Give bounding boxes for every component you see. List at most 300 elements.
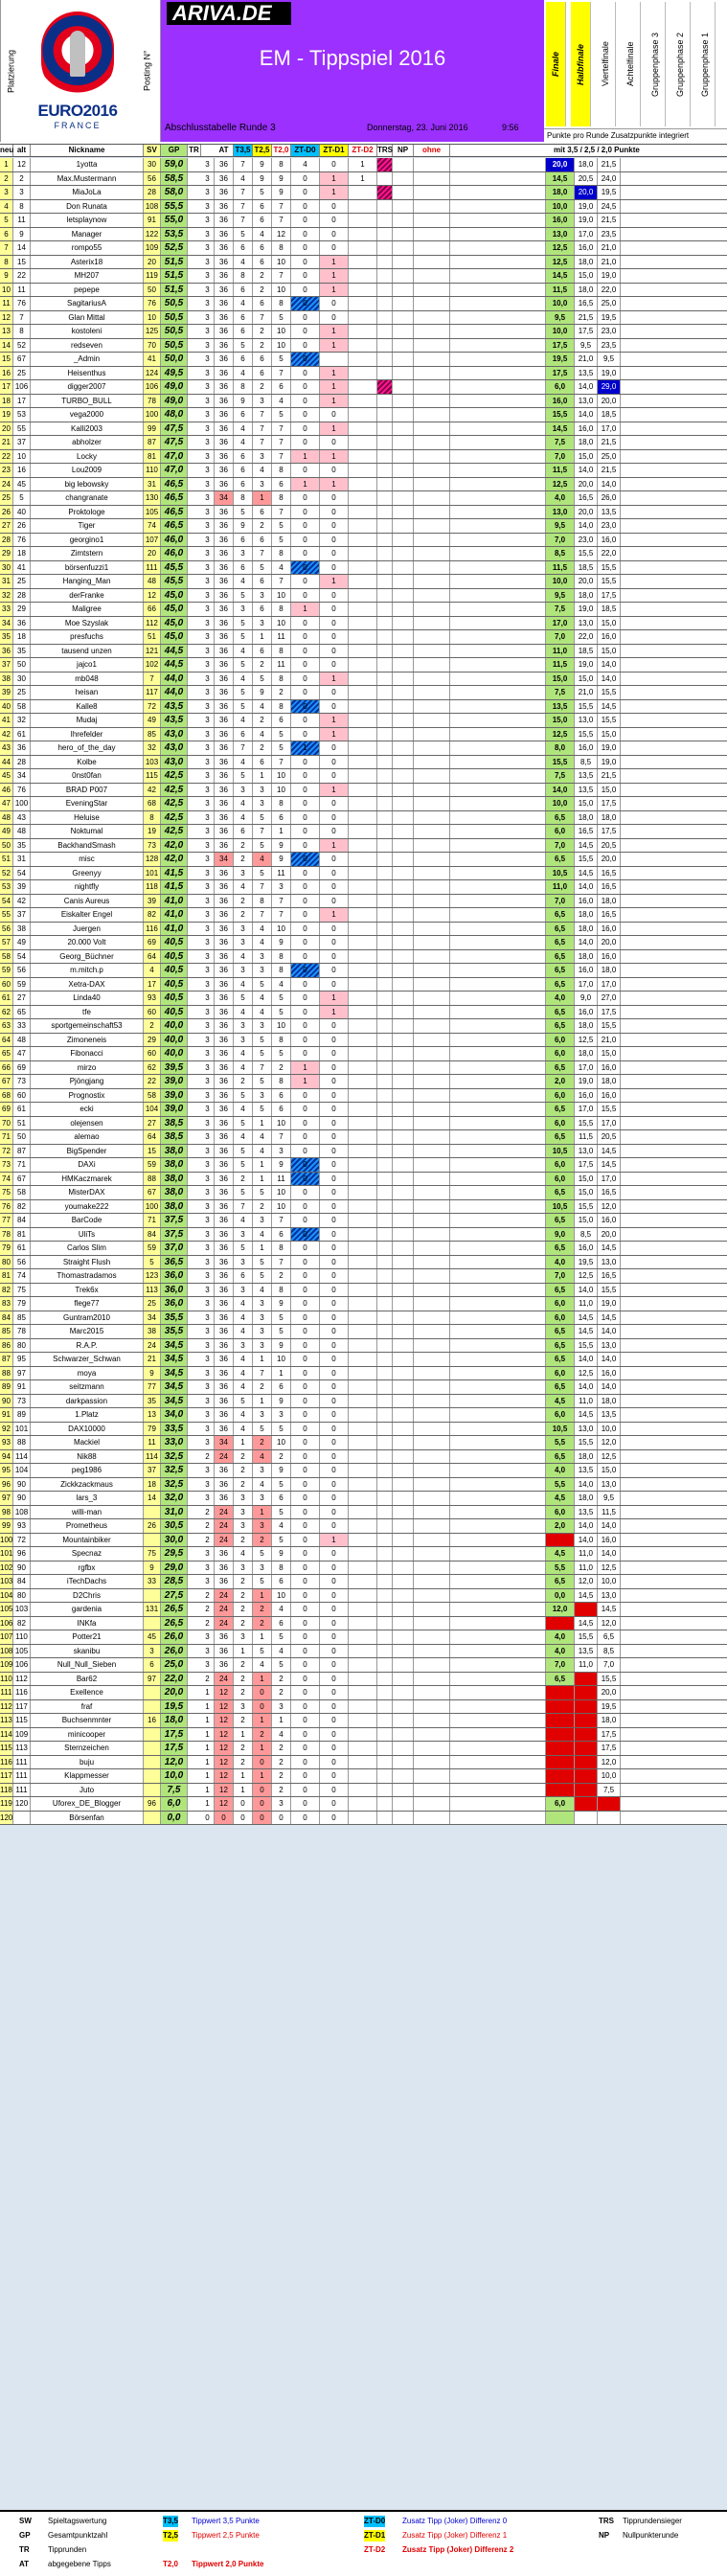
table-row bbox=[0, 756, 727, 770]
at-value: 36 bbox=[215, 589, 234, 603]
ohne-value bbox=[414, 575, 450, 588]
trs-marker bbox=[377, 200, 393, 214]
tr-value: 3 bbox=[201, 200, 215, 214]
rank-new: 100 bbox=[0, 1534, 13, 1547]
phase-points: 14,0 bbox=[598, 658, 621, 672]
rank-old: 111 bbox=[13, 1784, 31, 1797]
t25-value: 5 bbox=[253, 1103, 272, 1116]
t25-value: 3 bbox=[253, 617, 272, 630]
ztd2-value bbox=[349, 506, 377, 519]
nickname: mirzo bbox=[31, 1061, 144, 1075]
tr-value: 3 bbox=[201, 1269, 215, 1283]
gp-value: 40,5 bbox=[161, 1006, 188, 1019]
ztd1-value: 0 bbox=[320, 617, 349, 630]
rank-new: 9 bbox=[0, 269, 13, 283]
at-value: 36 bbox=[215, 380, 234, 394]
rank-new: 36 bbox=[0, 645, 13, 658]
t35-value: 4 bbox=[234, 1214, 253, 1227]
ztd1-value: 0 bbox=[320, 895, 349, 908]
phase-points: 6,5 bbox=[546, 1006, 575, 1019]
t20-value: 5 bbox=[272, 311, 291, 325]
t25-value: 1 bbox=[253, 1589, 272, 1603]
phase-points: 13,5 bbox=[546, 700, 575, 714]
at-value: 36 bbox=[215, 769, 234, 783]
phase-points: 17,5 bbox=[598, 825, 621, 838]
t25-value: 7 bbox=[253, 436, 272, 449]
np-marker bbox=[393, 741, 414, 755]
ztd1-value: 0 bbox=[320, 741, 349, 755]
gap bbox=[450, 1075, 546, 1088]
rank-new: 83 bbox=[0, 1297, 13, 1311]
ohne-value bbox=[414, 1284, 450, 1297]
phase-points: 12,0 bbox=[598, 1200, 621, 1214]
tr-value: 3 bbox=[201, 603, 215, 616]
rank-old: 30 bbox=[13, 672, 31, 686]
ztd2-value bbox=[349, 756, 377, 769]
ztd0-value: 0 bbox=[291, 1645, 320, 1658]
sv-value: 5 bbox=[144, 1256, 161, 1269]
sv-value: 62 bbox=[144, 1061, 161, 1075]
t25-value: 1 bbox=[253, 1158, 272, 1172]
t35-value: 2 bbox=[234, 1756, 253, 1769]
row-filler bbox=[644, 228, 727, 241]
np-marker bbox=[393, 1423, 414, 1436]
ztd0-value: 0 bbox=[291, 950, 320, 964]
ztd1-value: 0 bbox=[320, 630, 349, 644]
trs-marker bbox=[377, 950, 393, 964]
ztd1-value: 0 bbox=[320, 1603, 349, 1616]
phase-points: 20,5 bbox=[598, 839, 621, 853]
t20-value: 7 bbox=[272, 895, 291, 908]
trs-marker bbox=[377, 1492, 393, 1505]
t25-value: 4 bbox=[253, 992, 272, 1005]
ztd1-value: 0 bbox=[320, 506, 349, 519]
row-filler bbox=[644, 353, 727, 366]
phase-points: 14,5 bbox=[546, 269, 575, 283]
table-row bbox=[0, 1117, 727, 1131]
nickname: R.A.P. bbox=[31, 1339, 144, 1353]
tr-value: 3 bbox=[201, 978, 215, 992]
rank-new: 119 bbox=[0, 1797, 13, 1811]
ohne-value bbox=[414, 589, 450, 603]
t20-value: 5 bbox=[272, 1630, 291, 1644]
nickname: tfe bbox=[31, 1006, 144, 1019]
at-value: 36 bbox=[215, 992, 234, 1005]
gap bbox=[450, 1769, 546, 1783]
at-value: 36 bbox=[215, 1645, 234, 1658]
ztd2-value bbox=[349, 1089, 377, 1103]
ztd2-value bbox=[349, 1784, 377, 1797]
phase-points: 11,0 bbox=[575, 1658, 598, 1672]
row-filler bbox=[644, 784, 727, 797]
t20-value: 12 bbox=[272, 228, 291, 241]
legend-footer bbox=[0, 2510, 727, 2576]
trs-marker bbox=[377, 1686, 393, 1699]
phase-points: 14,5 bbox=[598, 1603, 621, 1616]
ztd0-value: 0 bbox=[291, 325, 320, 338]
phase-points: 11,0 bbox=[575, 1395, 598, 1408]
rank-old: 106 bbox=[13, 1658, 31, 1672]
tr-value: 3 bbox=[201, 811, 215, 825]
np-marker bbox=[393, 547, 414, 560]
row-filler bbox=[644, 547, 727, 560]
np-marker bbox=[393, 867, 414, 880]
ohne-value bbox=[414, 422, 450, 436]
t35-value: 3 bbox=[234, 1519, 253, 1533]
rank-old: 76 bbox=[13, 297, 31, 310]
ztd1-value bbox=[320, 353, 349, 366]
trs-marker bbox=[377, 992, 393, 1005]
phase-points: 16,0 bbox=[575, 964, 598, 977]
rank-old: 69 bbox=[13, 1061, 31, 1075]
nickname: jajco1 bbox=[31, 658, 144, 672]
t35-value: 4 bbox=[234, 1311, 253, 1325]
phase-points: 4,5 bbox=[546, 1547, 575, 1561]
row-filler bbox=[644, 172, 727, 186]
ztd0-value: 0 bbox=[291, 575, 320, 588]
row-filler bbox=[644, 408, 727, 422]
t35-value: 2 bbox=[234, 908, 253, 922]
phase-points: 15,5 bbox=[598, 575, 621, 588]
ztd2-value bbox=[349, 1562, 377, 1575]
phase-points bbox=[575, 1769, 598, 1783]
nickname: Buchsenmnter bbox=[31, 1714, 144, 1727]
gp-value: 52,5 bbox=[161, 241, 188, 255]
gp-value: 46,5 bbox=[161, 478, 188, 491]
ztd1-value: 0 bbox=[320, 1284, 349, 1297]
t35-value: 3 bbox=[234, 1506, 253, 1519]
ztd0-value: 0 bbox=[291, 1784, 320, 1797]
nickname: Zickkzackmaus bbox=[31, 1478, 144, 1492]
rank-old: 7 bbox=[13, 311, 31, 325]
phase-points: 22,0 bbox=[598, 547, 621, 560]
nickname: pepepe bbox=[31, 284, 144, 297]
t35-value: 7 bbox=[234, 1200, 253, 1214]
phase-points: 17,0 bbox=[546, 617, 575, 630]
sv-value: 96 bbox=[144, 1797, 161, 1811]
ztd1-value: 0 bbox=[320, 1325, 349, 1338]
ztd1-value: 0 bbox=[320, 867, 349, 880]
phase-points: 16,0 bbox=[598, 1534, 621, 1547]
sv-value: 9 bbox=[144, 1562, 161, 1575]
rank-old: 11 bbox=[13, 214, 31, 227]
tr-value: 3 bbox=[201, 353, 215, 366]
np-marker bbox=[393, 367, 414, 380]
ohne-value bbox=[414, 880, 450, 894]
tr-value: 3 bbox=[201, 1478, 215, 1492]
t20-value: 11 bbox=[272, 1173, 291, 1186]
ztd2-value bbox=[349, 728, 377, 741]
ztd2-value bbox=[349, 1103, 377, 1116]
rank-old: 42 bbox=[13, 895, 31, 908]
nickname: Ihrefelder bbox=[31, 728, 144, 741]
ztd1-value: 0 bbox=[320, 1242, 349, 1255]
at-value: 36 bbox=[215, 408, 234, 422]
rank-new: 86 bbox=[0, 1339, 13, 1353]
gap bbox=[450, 1562, 546, 1575]
col-mit: mit 3,5 / 2,5 / 2,0 Punkte bbox=[554, 146, 640, 154]
gp-value: 47,0 bbox=[161, 450, 188, 464]
gp-value: 46,5 bbox=[161, 519, 188, 533]
tr-value: 3 bbox=[201, 728, 215, 741]
rank-new: 67 bbox=[0, 1075, 13, 1088]
at-value: 36 bbox=[215, 908, 234, 922]
t25-value: 3 bbox=[253, 1464, 272, 1477]
phase-points: 22,0 bbox=[575, 630, 598, 644]
phase-points: 16,0 bbox=[575, 895, 598, 908]
t20-value: 7 bbox=[272, 1214, 291, 1227]
row-filler bbox=[644, 256, 727, 269]
sv-value: 72 bbox=[144, 700, 161, 714]
t35-value: 0 bbox=[234, 1812, 253, 1825]
t25-value: 6 bbox=[253, 506, 272, 519]
ztd1-value: 0 bbox=[320, 1269, 349, 1283]
table-row bbox=[0, 1214, 727, 1228]
trs-marker bbox=[377, 686, 393, 699]
gap bbox=[450, 700, 546, 714]
sv-value: 29 bbox=[144, 1034, 161, 1047]
row-filler bbox=[644, 1714, 727, 1727]
ztd1-value: 0 bbox=[320, 923, 349, 936]
phase-points bbox=[546, 1686, 575, 1699]
nickname: alemao bbox=[31, 1130, 144, 1144]
ohne-value bbox=[414, 353, 450, 366]
rank-old: 11 bbox=[13, 284, 31, 297]
at-value: 36 bbox=[215, 1256, 234, 1269]
table-row bbox=[0, 1617, 727, 1631]
row-filler bbox=[644, 1173, 727, 1186]
gap bbox=[450, 380, 546, 394]
sv-value bbox=[144, 1728, 161, 1742]
trs-marker bbox=[377, 1200, 393, 1214]
t25-value: 0 bbox=[253, 1756, 272, 1769]
sv-value: 123 bbox=[144, 1269, 161, 1283]
trs-marker bbox=[377, 1173, 393, 1186]
nickname: Kalli2003 bbox=[31, 422, 144, 436]
t35-value: 4 bbox=[234, 1047, 253, 1060]
sv-value: 130 bbox=[144, 491, 161, 505]
gap bbox=[450, 1006, 546, 1019]
ztd1-value: 0 bbox=[320, 1034, 349, 1047]
trs-marker bbox=[377, 700, 393, 714]
phase-points: 22,0 bbox=[598, 284, 621, 297]
t25-value: 5 bbox=[253, 867, 272, 880]
row-filler bbox=[644, 297, 727, 310]
tr-value: 2 bbox=[201, 1617, 215, 1630]
trs-marker bbox=[377, 1130, 393, 1144]
table-row bbox=[0, 880, 727, 895]
sv-value: 115 bbox=[144, 769, 161, 783]
t35-value: 3 bbox=[234, 1228, 253, 1242]
at-value: 36 bbox=[215, 797, 234, 810]
phase-points: 4,0 bbox=[546, 1256, 575, 1269]
table-row bbox=[0, 728, 727, 742]
ztd0-value: 0 bbox=[291, 880, 320, 894]
rank-old: 18 bbox=[13, 547, 31, 560]
at-value: 24 bbox=[215, 1617, 234, 1630]
ohne-value bbox=[414, 825, 450, 838]
t20-value: 8 bbox=[272, 1242, 291, 1255]
at-value: 12 bbox=[215, 1784, 234, 1797]
phase-points: 19,0 bbox=[598, 367, 621, 380]
rank-new: 106 bbox=[0, 1617, 13, 1630]
t25-value: 6 bbox=[253, 241, 272, 255]
t35-value: 9 bbox=[234, 395, 253, 408]
at-value: 36 bbox=[215, 547, 234, 560]
phase-points: 14,5 bbox=[598, 1158, 621, 1172]
sv-value: 41 bbox=[144, 353, 161, 366]
at-value: 36 bbox=[215, 256, 234, 269]
rank-new: 31 bbox=[0, 575, 13, 588]
t25-value: 4 bbox=[253, 228, 272, 241]
t20-value: 4 bbox=[272, 1603, 291, 1616]
t25-value: 5 bbox=[253, 1034, 272, 1047]
t35-value: 6 bbox=[234, 241, 253, 255]
phase-points: 14,0 bbox=[598, 672, 621, 686]
at-value: 24 bbox=[215, 1450, 234, 1464]
gap bbox=[450, 1658, 546, 1672]
ztd1-value: 0 bbox=[320, 1797, 349, 1811]
ztd1-value: 0 bbox=[320, 1395, 349, 1408]
trs-marker bbox=[377, 1603, 393, 1616]
sv-value: 15 bbox=[144, 1145, 161, 1158]
ohne-value bbox=[414, 908, 450, 922]
rank-old: 17 bbox=[13, 395, 31, 408]
ztd1-value: 0 bbox=[320, 491, 349, 505]
ztd0-value: 0 bbox=[291, 1214, 320, 1227]
rank-old: 91 bbox=[13, 1380, 31, 1394]
gap bbox=[450, 895, 546, 908]
np-marker bbox=[393, 603, 414, 616]
table-row bbox=[0, 1130, 727, 1145]
t20-value: 8 bbox=[272, 241, 291, 255]
tr-value: 3 bbox=[201, 561, 215, 575]
ztd1-value: 1 bbox=[320, 908, 349, 922]
ztd0-value: 0 bbox=[291, 422, 320, 436]
table-row bbox=[0, 853, 727, 867]
nickname: gardenia bbox=[31, 1603, 144, 1616]
phase-points: 4,0 bbox=[546, 1645, 575, 1658]
phase-points: 25,0 bbox=[598, 297, 621, 310]
sv-value: 116 bbox=[144, 923, 161, 936]
ztd0-value: 0 bbox=[291, 1673, 320, 1686]
at-value: 36 bbox=[215, 1117, 234, 1130]
phase-points: 13,0 bbox=[598, 1478, 621, 1492]
gp-value: 40,5 bbox=[161, 950, 188, 964]
phase-points: 13,5 bbox=[598, 506, 621, 519]
t35-value: 4 bbox=[234, 672, 253, 686]
ohne-value bbox=[414, 1408, 450, 1422]
gp-value: 32,5 bbox=[161, 1478, 188, 1492]
t35-value: 4 bbox=[234, 714, 253, 727]
np-marker bbox=[393, 1575, 414, 1588]
t25-value: 6 bbox=[253, 756, 272, 769]
t25-value: 4 bbox=[253, 464, 272, 477]
rank-new: 92 bbox=[0, 1423, 13, 1436]
t25-value: 1 bbox=[253, 1173, 272, 1186]
nickname: buju bbox=[31, 1756, 144, 1769]
ohne-value bbox=[414, 561, 450, 575]
np-marker bbox=[393, 1630, 414, 1644]
rank-new: 68 bbox=[0, 1089, 13, 1103]
tr-value: 3 bbox=[201, 1006, 215, 1019]
ztd1-value: 1 bbox=[320, 325, 349, 338]
at-value: 36 bbox=[215, 200, 234, 214]
ztd2-value bbox=[349, 1395, 377, 1408]
rank-old: 103 bbox=[13, 1603, 31, 1616]
rank-old: 53 bbox=[13, 408, 31, 422]
np-marker bbox=[393, 519, 414, 533]
gp-value: 26,0 bbox=[161, 1645, 188, 1658]
trs-marker bbox=[377, 1742, 393, 1755]
rank-new: 89 bbox=[0, 1380, 13, 1394]
trs-marker bbox=[377, 464, 393, 477]
gp-value: 37,5 bbox=[161, 1228, 188, 1242]
at-value: 12 bbox=[215, 1742, 234, 1755]
nickname: Canis Aureus bbox=[31, 895, 144, 908]
t35-value: 3 bbox=[234, 1019, 253, 1033]
t20-value: 10 bbox=[272, 325, 291, 338]
phase-points: 20,0 bbox=[575, 575, 598, 588]
table-row bbox=[0, 797, 727, 811]
nickname: moya bbox=[31, 1367, 144, 1380]
ztd2-value bbox=[349, 769, 377, 783]
gp-value: 7,5 bbox=[161, 1784, 188, 1797]
phase-points: 6,5 bbox=[546, 811, 575, 825]
gap bbox=[450, 603, 546, 616]
phase-points: 7,0 bbox=[546, 630, 575, 644]
tr-value: 3 bbox=[201, 1311, 215, 1325]
phase-points: 15,0 bbox=[598, 1047, 621, 1060]
rank-old: 67 bbox=[13, 353, 31, 366]
ztd0-value: 0 bbox=[291, 1506, 320, 1519]
phase-halbfinale: Halbfinale bbox=[571, 2, 591, 126]
ztd0-value: 0 bbox=[291, 964, 320, 977]
gap bbox=[450, 547, 546, 560]
row-filler bbox=[644, 1769, 727, 1783]
row-filler bbox=[644, 1450, 727, 1464]
np-marker bbox=[393, 784, 414, 797]
row-filler bbox=[644, 1436, 727, 1449]
nickname: kostoleni bbox=[31, 325, 144, 338]
ohne-value bbox=[414, 1242, 450, 1255]
t20-value: 10 bbox=[272, 1436, 291, 1449]
gap bbox=[450, 422, 546, 436]
phase-points: 15,5 bbox=[598, 1103, 621, 1116]
ztd0-value: 0 bbox=[291, 561, 320, 575]
np-marker bbox=[393, 1408, 414, 1422]
legend-text: Tippwert 2,0 Punkte bbox=[192, 2560, 264, 2568]
ztd2-value bbox=[349, 1269, 377, 1283]
t20-value: 7 bbox=[272, 756, 291, 769]
t20-value: 9 bbox=[272, 1547, 291, 1561]
np-marker bbox=[393, 936, 414, 949]
gap bbox=[450, 1547, 546, 1561]
np-marker bbox=[393, 1284, 414, 1297]
phase-points: 6,5 bbox=[546, 1380, 575, 1394]
trs-marker bbox=[377, 1589, 393, 1603]
nickname: Uforex_DE_Blogger bbox=[31, 1797, 144, 1811]
gp-value: 41,5 bbox=[161, 880, 188, 894]
phase-points: 15,5 bbox=[575, 1339, 598, 1353]
ztd2-value bbox=[349, 1173, 377, 1186]
ztd0-value: 0 bbox=[291, 1339, 320, 1353]
tr-value: 2 bbox=[201, 1450, 215, 1464]
table-row bbox=[0, 561, 727, 576]
ztd0-value: 0 bbox=[291, 1575, 320, 1588]
ztd1-value: 0 bbox=[320, 811, 349, 825]
nickname: MiaJoLa bbox=[31, 186, 144, 199]
